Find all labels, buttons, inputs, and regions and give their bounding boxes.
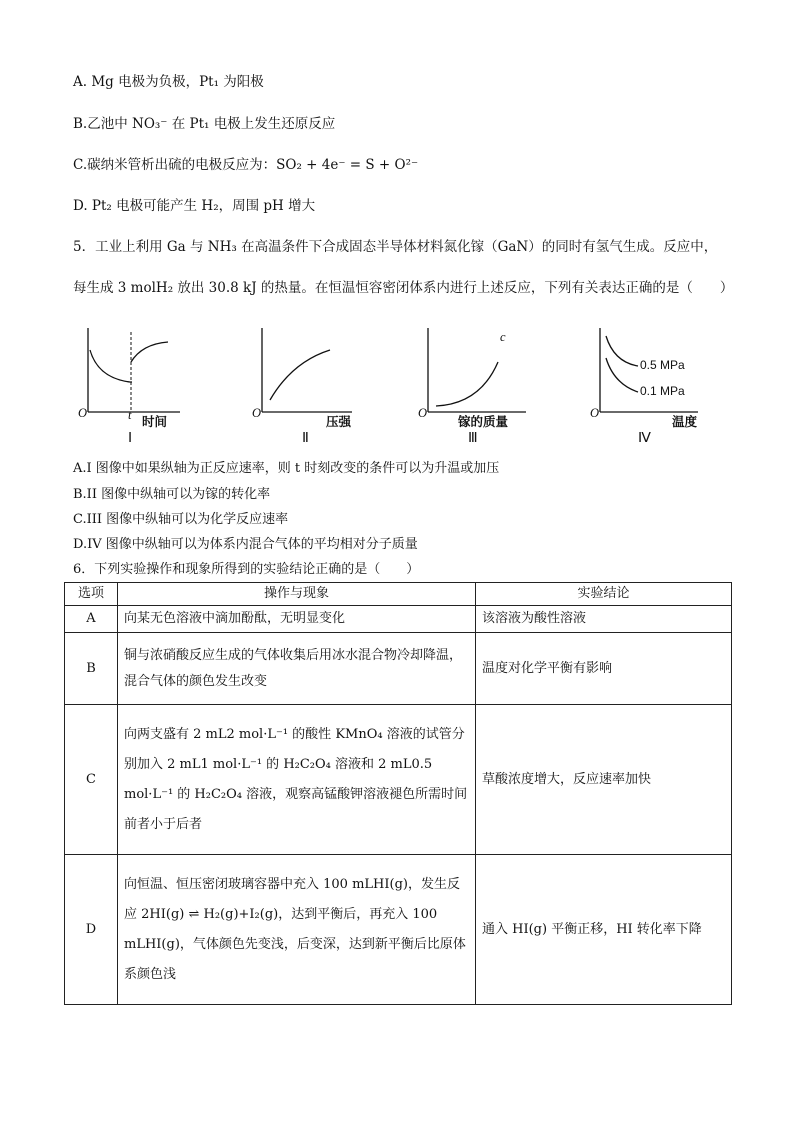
header-conclusion: 实验结论 <box>476 583 732 606</box>
row-conclusion: 该溶液为酸性溶液 <box>476 606 732 633</box>
header-option: 选项 <box>65 583 118 606</box>
graph-4-curve1-label: 0.5 MPa <box>640 358 685 372</box>
row-option: B <box>65 633 118 705</box>
graph-1-t-label: t <box>128 408 132 422</box>
graph-1 <box>70 322 210 450</box>
table-row <box>65 705 732 855</box>
table-row <box>65 633 732 705</box>
graph-4-plot <box>580 322 730 422</box>
row-conclusion: 草酸浓度增大，反应速率加快 <box>476 705 732 855</box>
table-row <box>65 855 732 1005</box>
graph-4-numeral: Ⅳ <box>638 431 651 446</box>
q4-option-d: D. Pt₂ 电极可能产生 H₂，周围 pH 增大 <box>73 198 316 214</box>
graph-4 <box>580 322 720 450</box>
table-row <box>65 606 732 633</box>
graph-4-xlabel: 温度 <box>672 414 698 429</box>
q5-stem-line1: 5．工业上利用 Ga 与 NH₃ 在高温条件下合成固态半导体材料氮化镓（GaN）的同时有氢气生成。反应中， <box>73 239 718 255</box>
row-operation: 向恒温、恒压密闭玻璃容器中充入 100 mLHI(g)，发生反应 2HI(g) ⇌ H₂(g)+I₂(g)，达到平衡后，再充入 100 mLHI(g)，气体颜色先变浅，后变深，达到新平衡后比原体系颜色浅 <box>118 855 476 1005</box>
graph-2 <box>242 322 382 450</box>
row-option: A <box>65 606 118 633</box>
header-operation: 操作与现象 <box>118 583 476 606</box>
graph-3-curve-mark: c <box>500 330 506 344</box>
graph-2-numeral: Ⅱ <box>302 431 309 446</box>
q4-option-c: C.碳纳米管析出硫的电极反应为：SO₂ + 4e⁻ = S + O²⁻ <box>73 157 419 173</box>
q5-graphs <box>70 322 730 452</box>
q5-option-c: C.III 图像中纵轴可以为化学反应速率 <box>73 512 289 527</box>
q5-option-d: D.IV 图像中纵轴可以为体系内混合气体的平均相对分子质量 <box>73 537 418 552</box>
q4-option-b: B.乙池中 NO₃⁻ 在 Pt₁ 电极上发生还原反应 <box>73 116 336 132</box>
row-operation: 向两支盛有 2 mL2 mol·L⁻¹ 的酸性 KMnO₄ 溶液的试管分别加入 2 mL1 mol·L⁻¹ 的 H₂C₂O₄ 溶液和 2 mL0.5 mol·L⁻¹ 的 H₂C₂O₄ 溶液，观察高锰酸钾溶液褪色所需时间前者小于后者 <box>118 705 476 855</box>
q6-stem: 6．下列实验操作和现象所得到的实验结论正确的是（ ） <box>73 562 420 577</box>
row-conclusion: 通入 HI(g) 平衡正移，HI 转化率下降 <box>476 855 732 1005</box>
graph-1-numeral: Ⅰ <box>128 431 133 446</box>
graph-4-origin: O <box>590 406 600 420</box>
graph-3-numeral: Ⅲ <box>468 431 478 446</box>
graph-2-plot <box>242 322 382 422</box>
graph-1-origin: O <box>78 406 88 420</box>
graph-1-plot <box>70 322 210 422</box>
row-option: C <box>65 705 118 855</box>
q5-stem-line2: 每生成 3 molH₂ 放出 30.8 kJ 的热量。在恒温恒容密闭体系内进行上述反应，下列有关表达正确的是（ ） <box>73 280 734 296</box>
row-operation: 向某无色溶液中滴加酚酞，无明显变化 <box>118 606 476 633</box>
table-header-row <box>65 583 732 606</box>
q6-table <box>64 582 732 1005</box>
graph-4-curve2-label: 0.1 MPa <box>640 384 685 398</box>
q5-option-b: B.II 图像中纵轴可以为镓的转化率 <box>73 487 271 502</box>
row-operation: 铜与浓硝酸反应生成的气体收集后用冰水混合物冷却降温，混合气体的颜色发生改变 <box>118 633 476 705</box>
graph-2-origin: O <box>252 406 262 420</box>
row-conclusion: 温度对化学平衡有影响 <box>476 633 732 705</box>
graph-3-xlabel: 镓的质量 <box>458 414 509 429</box>
graph-3-origin: O <box>418 406 428 420</box>
graph-3-plot <box>408 322 548 422</box>
row-option: D <box>65 855 118 1005</box>
graph-1-xlabel: 时间 <box>142 414 168 429</box>
q4-option-a: A. Mg 电极为负极，Pt₁ 为阳极 <box>73 74 264 90</box>
graph-3 <box>408 322 548 450</box>
graph-2-xlabel: 压强 <box>326 414 352 429</box>
q5-option-a: A.I 图像中如果纵轴为正反应速率，则 t 时刻改变的条件可以为升温或加压 <box>73 461 500 476</box>
